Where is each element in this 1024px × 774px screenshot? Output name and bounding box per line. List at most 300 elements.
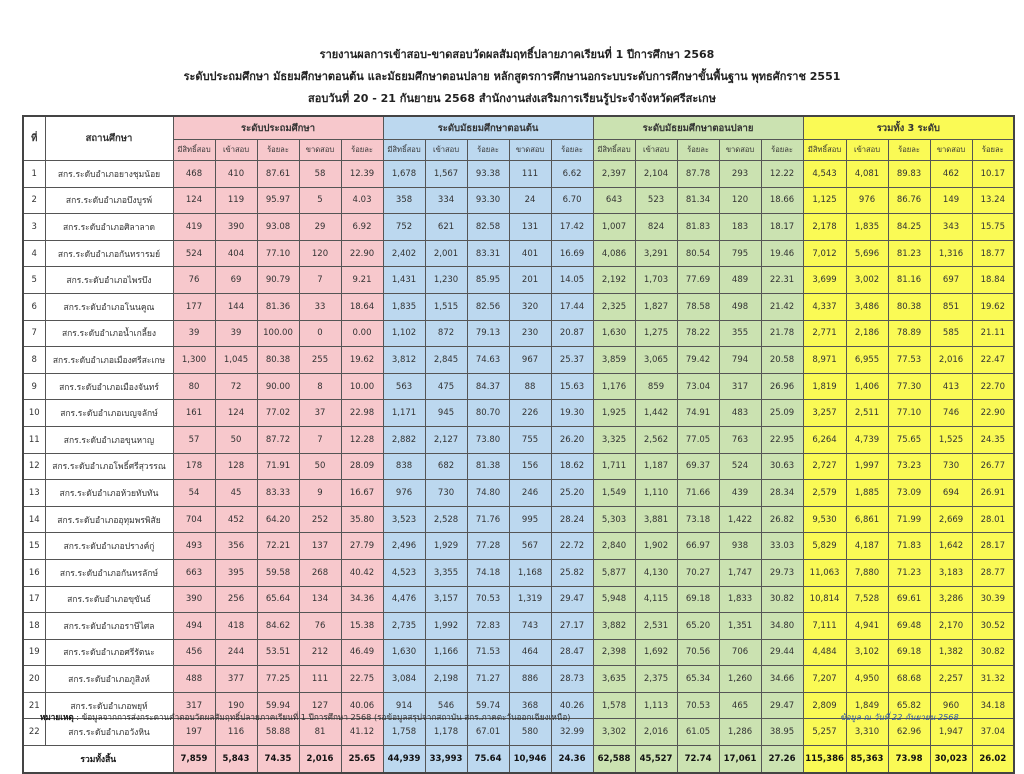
cell-total-attended-percent: 75.65 <box>888 426 930 453</box>
cell-total-attended-percent: 69.18 <box>888 639 930 666</box>
cell-lower-secondary-absent-percent: 25.37 <box>551 347 593 374</box>
total-total-eligible: 115,386 <box>803 746 846 774</box>
total-primary-absent-percent: 25.65 <box>341 746 383 774</box>
row-number: 18 <box>23 613 45 640</box>
cell-primary-attended: 144 <box>215 293 257 320</box>
cell-lower-secondary-attended-percent: 81.38 <box>467 453 509 480</box>
cell-upper-secondary-absent-percent: 18.66 <box>761 187 803 214</box>
cell-lower-secondary-attended: 475 <box>425 373 467 400</box>
cell-primary-attended: 1,045 <box>215 347 257 374</box>
cell-total-attended-percent: 86.76 <box>888 187 930 214</box>
cell-total-eligible: 2,178 <box>803 214 846 241</box>
cell-upper-secondary-absent-percent: 33.03 <box>761 533 803 560</box>
footnote-text: : ข้อมูลจากการส่งกระดานคำตอบวัดผลสัมฤทธิ์ปลายภาคเรียนที่ 1 ปีการศึกษา 2568 (รอข้อมูลสรุปจากสถาบัน สกร.ภาคตะวันออกเฉียงเหนือ) <box>73 712 571 722</box>
cell-upper-secondary-attended: 859 <box>635 373 677 400</box>
cell-upper-secondary-absent-percent: 29.73 <box>761 559 803 586</box>
cell-primary-attended-percent: 59.94 <box>257 692 299 719</box>
cell-upper-secondary-eligible: 3,325 <box>593 426 635 453</box>
cell-lower-secondary-attended: 945 <box>425 400 467 427</box>
cell-primary-attended-percent: 77.25 <box>257 666 299 693</box>
cell-upper-secondary-attended-percent: 61.05 <box>677 719 719 746</box>
cell-primary-absent: 33 <box>299 293 341 320</box>
cell-upper-secondary-attended-percent: 74.91 <box>677 400 719 427</box>
cell-lower-secondary-attended-percent: 73.80 <box>467 426 509 453</box>
cell-lower-secondary-attended: 2,198 <box>425 666 467 693</box>
table-row <box>23 480 1014 507</box>
cell-primary-eligible: 419 <box>173 214 215 241</box>
cell-upper-secondary-absent: 1,747 <box>719 559 761 586</box>
cell-upper-secondary-eligible: 1,176 <box>593 373 635 400</box>
cell-primary-attended-percent: 77.10 <box>257 240 299 267</box>
cell-lower-secondary-attended: 2,528 <box>425 506 467 533</box>
school-name: สกร.ระดับอำเภออุทุมพรพิสัย <box>45 506 173 533</box>
cell-total-absent-percent: 28.01 <box>972 506 1014 533</box>
total-upper-secondary-absent: 17,061 <box>719 746 761 774</box>
cell-lower-secondary-attended-percent: 93.38 <box>467 161 509 188</box>
cell-primary-attended: 72 <box>215 373 257 400</box>
cell-total-absent: 343 <box>930 214 972 241</box>
cell-upper-secondary-absent-percent: 22.31 <box>761 267 803 294</box>
cell-total-absent-percent: 24.35 <box>972 426 1014 453</box>
cell-primary-absent-percent: 16.67 <box>341 480 383 507</box>
cell-total-absent-percent: 22.47 <box>972 347 1014 374</box>
group-header-primary: ระดับประถมศึกษา <box>173 116 383 140</box>
cell-total-absent-percent: 22.90 <box>972 400 1014 427</box>
cell-upper-secondary-absent: 795 <box>719 240 761 267</box>
cell-lower-secondary-attended: 872 <box>425 320 467 347</box>
cell-upper-secondary-absent-percent: 34.80 <box>761 613 803 640</box>
table-row <box>23 426 1014 453</box>
cell-total-attended-percent: 69.48 <box>888 613 930 640</box>
cell-primary-attended: 356 <box>215 533 257 560</box>
total-row <box>23 746 1014 774</box>
cell-upper-secondary-absent-percent: 22.95 <box>761 426 803 453</box>
cell-total-attended-percent: 73.09 <box>888 480 930 507</box>
cell-primary-absent: 76 <box>299 613 341 640</box>
cell-primary-eligible: 80 <box>173 373 215 400</box>
cell-lower-secondary-absent: 368 <box>509 692 551 719</box>
cell-lower-secondary-absent: 24 <box>509 187 551 214</box>
table-row <box>23 586 1014 613</box>
cell-total-eligible: 5,257 <box>803 719 846 746</box>
cell-upper-secondary-absent-percent: 34.66 <box>761 666 803 693</box>
cell-total-absent-percent: 13.24 <box>972 187 1014 214</box>
row-number: 2 <box>23 187 45 214</box>
cell-primary-attended-percent: 80.38 <box>257 347 299 374</box>
table-body <box>23 161 1014 774</box>
subheader-lower-secondary-attended: เข้าสอบ <box>425 140 467 161</box>
cell-primary-attended-percent: 87.61 <box>257 161 299 188</box>
row-number: 22 <box>23 719 45 746</box>
cell-lower-secondary-absent: 401 <box>509 240 551 267</box>
cell-upper-secondary-attended: 1,703 <box>635 267 677 294</box>
cell-primary-attended: 390 <box>215 214 257 241</box>
cell-lower-secondary-eligible: 1,758 <box>383 719 425 746</box>
cell-total-absent: 2,016 <box>930 347 972 374</box>
cell-upper-secondary-attended-percent: 65.34 <box>677 666 719 693</box>
subheader-primary-eligible: มีสิทธิ์สอบ <box>173 140 215 161</box>
cell-lower-secondary-attended-percent: 84.37 <box>467 373 509 400</box>
cell-lower-secondary-eligible: 563 <box>383 373 425 400</box>
cell-total-absent: 2,257 <box>930 666 972 693</box>
cell-total-attended: 976 <box>846 187 888 214</box>
cell-lower-secondary-absent-percent: 17.42 <box>551 214 593 241</box>
cell-total-attended-percent: 84.25 <box>888 214 930 241</box>
cell-lower-secondary-attended: 1,230 <box>425 267 467 294</box>
cell-lower-secondary-absent-percent: 32.99 <box>551 719 593 746</box>
cell-primary-absent-percent: 35.80 <box>341 506 383 533</box>
cell-primary-absent-percent: 12.28 <box>341 426 383 453</box>
cell-primary-attended-percent: 53.51 <box>257 639 299 666</box>
cell-primary-absent: 127 <box>299 692 341 719</box>
cell-primary-eligible: 76 <box>173 267 215 294</box>
cell-total-absent: 697 <box>930 267 972 294</box>
school-name: สกร.ระดับอำเภอพยุห์ <box>45 692 173 719</box>
subheader-upper-secondary-attended: เข้าสอบ <box>635 140 677 161</box>
col-header-no: ที่ <box>23 116 45 161</box>
cell-lower-secondary-eligible: 3,523 <box>383 506 425 533</box>
school-name: สกร.ระดับอำเภอเมืองจันทร์ <box>45 373 173 400</box>
cell-primary-absent: 7 <box>299 267 341 294</box>
cell-upper-secondary-eligible: 643 <box>593 187 635 214</box>
cell-total-absent: 3,286 <box>930 586 972 613</box>
cell-total-absent: 585 <box>930 320 972 347</box>
cell-primary-eligible: 488 <box>173 666 215 693</box>
header-row-groups <box>23 116 1014 140</box>
cell-total-attended-percent: 65.82 <box>888 692 930 719</box>
cell-total-attended: 3,486 <box>846 293 888 320</box>
cell-upper-secondary-attended: 1,827 <box>635 293 677 320</box>
subheader-total-attended-percent: ร้อยละ <box>888 140 930 161</box>
cell-lower-secondary-eligible: 4,523 <box>383 559 425 586</box>
cell-upper-secondary-attended: 1,442 <box>635 400 677 427</box>
cell-total-attended-percent: 89.83 <box>888 161 930 188</box>
cell-upper-secondary-eligible: 3,302 <box>593 719 635 746</box>
cell-upper-secondary-eligible: 2,397 <box>593 161 635 188</box>
row-number: 13 <box>23 480 45 507</box>
cell-total-attended: 1,997 <box>846 453 888 480</box>
cell-lower-secondary-absent-percent: 26.20 <box>551 426 593 453</box>
cell-upper-secondary-attended: 1,692 <box>635 639 677 666</box>
cell-lower-secondary-absent-percent: 25.20 <box>551 480 593 507</box>
school-name: สกร.ระดับอำเภอโพธิ์ศรีสุวรรณ <box>45 453 173 480</box>
cell-primary-attended-percent: 84.62 <box>257 613 299 640</box>
cell-primary-absent-percent: 9.21 <box>341 267 383 294</box>
cell-upper-secondary-attended-percent: 73.04 <box>677 373 719 400</box>
school-name: สกร.ระดับอำเภอกันทรลักษ์ <box>45 559 173 586</box>
cell-total-absent-percent: 21.11 <box>972 320 1014 347</box>
cell-upper-secondary-attended-percent: 81.34 <box>677 187 719 214</box>
group-header-upper-secondary: ระดับมัธยมศึกษาตอนปลาย <box>593 116 803 140</box>
table-row <box>23 559 1014 586</box>
cell-lower-secondary-attended-percent: 79.13 <box>467 320 509 347</box>
cell-total-absent: 3,183 <box>930 559 972 586</box>
cell-upper-secondary-attended: 1,110 <box>635 480 677 507</box>
cell-lower-secondary-attended: 1,166 <box>425 639 467 666</box>
total-label: รวมทั้งสิ้น <box>23 746 173 774</box>
cell-lower-secondary-absent: 320 <box>509 293 551 320</box>
cell-lower-secondary-attended-percent: 80.70 <box>467 400 509 427</box>
subheader-primary-attended-percent: ร้อยละ <box>257 140 299 161</box>
cell-upper-secondary-absent: 489 <box>719 267 761 294</box>
cell-lower-secondary-attended: 1,178 <box>425 719 467 746</box>
total-lower-secondary-eligible: 44,939 <box>383 746 425 774</box>
cell-lower-secondary-absent: 755 <box>509 426 551 453</box>
total-upper-secondary-eligible: 62,588 <box>593 746 635 774</box>
cell-upper-secondary-attended: 1,275 <box>635 320 677 347</box>
cell-primary-attended-percent: 58.88 <box>257 719 299 746</box>
row-number: 3 <box>23 214 45 241</box>
cell-total-absent-percent: 28.77 <box>972 559 1014 586</box>
row-number: 12 <box>23 453 45 480</box>
cell-lower-secondary-absent-percent: 15.63 <box>551 373 593 400</box>
cell-primary-eligible: 663 <box>173 559 215 586</box>
cell-total-eligible: 8,971 <box>803 347 846 374</box>
subheader-primary-absent: ขาดสอบ <box>299 140 341 161</box>
cell-total-absent: 1,316 <box>930 240 972 267</box>
cell-upper-secondary-attended-percent: 70.27 <box>677 559 719 586</box>
subheader-total-eligible: มีสิทธิ์สอบ <box>803 140 846 161</box>
row-number: 1 <box>23 161 45 188</box>
cell-primary-absent: 268 <box>299 559 341 586</box>
cell-primary-attended-percent: 64.20 <box>257 506 299 533</box>
cell-upper-secondary-absent-percent: 21.42 <box>761 293 803 320</box>
cell-upper-secondary-absent: 317 <box>719 373 761 400</box>
cell-upper-secondary-attended: 3,065 <box>635 347 677 374</box>
row-number: 20 <box>23 666 45 693</box>
cell-upper-secondary-absent-percent: 19.46 <box>761 240 803 267</box>
row-number: 5 <box>23 267 45 294</box>
report-title: รายงานผลการเข้าสอบ-ขาดสอบวัดผลสัมฤทธิ์ปลายภาคเรียนที่ 1 ปีการศึกษา 2568 <box>319 48 715 61</box>
cell-total-eligible: 4,484 <box>803 639 846 666</box>
cell-lower-secondary-absent-percent: 20.87 <box>551 320 593 347</box>
cell-total-absent-percent: 18.77 <box>972 240 1014 267</box>
cell-upper-secondary-eligible: 2,192 <box>593 267 635 294</box>
cell-lower-secondary-absent-percent: 29.47 <box>551 586 593 613</box>
cell-total-attended-percent: 81.16 <box>888 267 930 294</box>
cell-lower-secondary-absent: 226 <box>509 400 551 427</box>
cell-total-attended-percent: 71.99 <box>888 506 930 533</box>
cell-primary-absent: 5 <box>299 187 341 214</box>
cell-lower-secondary-eligible: 2,496 <box>383 533 425 560</box>
table-row <box>23 613 1014 640</box>
cell-lower-secondary-attended-percent: 85.95 <box>467 267 509 294</box>
cell-total-absent: 960 <box>930 692 972 719</box>
cell-total-attended-percent: 73.23 <box>888 453 930 480</box>
cell-lower-secondary-absent-percent: 19.30 <box>551 400 593 427</box>
cell-primary-eligible: 178 <box>173 453 215 480</box>
table-row <box>23 187 1014 214</box>
cell-primary-attended-percent: 100.00 <box>257 320 299 347</box>
cell-lower-secondary-absent: 995 <box>509 506 551 533</box>
cell-primary-eligible: 468 <box>173 161 215 188</box>
row-number: 9 <box>23 373 45 400</box>
cell-primary-attended: 124 <box>215 400 257 427</box>
cell-lower-secondary-absent: 201 <box>509 267 551 294</box>
cell-lower-secondary-eligible: 2,402 <box>383 240 425 267</box>
cell-total-attended-percent: 71.23 <box>888 559 930 586</box>
cell-primary-absent: 81 <box>299 719 341 746</box>
cell-total-attended: 3,310 <box>846 719 888 746</box>
cell-lower-secondary-attended: 334 <box>425 187 467 214</box>
cell-total-absent-percent: 34.18 <box>972 692 1014 719</box>
cell-lower-secondary-attended: 1,567 <box>425 161 467 188</box>
footnote-label: หมายเหตุ <box>40 712 74 722</box>
cell-total-attended-percent: 68.68 <box>888 666 930 693</box>
cell-upper-secondary-attended-percent: 71.66 <box>677 480 719 507</box>
row-number: 7 <box>23 320 45 347</box>
cell-primary-attended-percent: 95.97 <box>257 187 299 214</box>
cell-primary-absent: 252 <box>299 506 341 533</box>
subheader-total-absent: ขาดสอบ <box>930 140 972 161</box>
cell-primary-absent-percent: 4.03 <box>341 187 383 214</box>
cell-upper-secondary-eligible: 1,925 <box>593 400 635 427</box>
cell-primary-absent-percent: 15.38 <box>341 613 383 640</box>
cell-primary-attended: 69 <box>215 267 257 294</box>
cell-total-attended-percent: 71.83 <box>888 533 930 560</box>
cell-upper-secondary-absent: 439 <box>719 480 761 507</box>
cell-primary-absent-percent: 22.98 <box>341 400 383 427</box>
cell-primary-attended: 128 <box>215 453 257 480</box>
cell-lower-secondary-attended-percent: 67.01 <box>467 719 509 746</box>
cell-upper-secondary-absent-percent: 26.82 <box>761 506 803 533</box>
cell-total-eligible: 5,829 <box>803 533 846 560</box>
cell-primary-absent: 29 <box>299 214 341 241</box>
cell-primary-absent: 111 <box>299 666 341 693</box>
cell-lower-secondary-attended: 546 <box>425 692 467 719</box>
cell-lower-secondary-attended-percent: 74.18 <box>467 559 509 586</box>
cell-lower-secondary-attended-percent: 83.31 <box>467 240 509 267</box>
cell-primary-absent-percent: 18.64 <box>341 293 383 320</box>
school-name: สกร.ระดับอำเภอบึงบูรพ์ <box>45 187 173 214</box>
cell-total-absent: 746 <box>930 400 972 427</box>
table-row <box>23 293 1014 320</box>
cell-total-attended: 3,002 <box>846 267 888 294</box>
subheader-total-absent-percent: ร้อยละ <box>972 140 1014 161</box>
cell-primary-eligible: 390 <box>173 586 215 613</box>
cell-total-attended-percent: 77.53 <box>888 347 930 374</box>
row-number: 19 <box>23 639 45 666</box>
col-header-school: สถานศึกษา <box>45 116 173 161</box>
cell-total-absent: 851 <box>930 293 972 320</box>
cell-primary-eligible: 197 <box>173 719 215 746</box>
cell-primary-eligible: 494 <box>173 613 215 640</box>
cell-upper-secondary-attended-percent: 77.05 <box>677 426 719 453</box>
school-name: สกร.ระดับอำเภอเมืองศรีสะเกษ <box>45 347 173 374</box>
total-total-absent-percent: 26.02 <box>972 746 1014 774</box>
cell-lower-secondary-absent-percent: 6.62 <box>551 161 593 188</box>
cell-lower-secondary-eligible: 1,102 <box>383 320 425 347</box>
cell-upper-secondary-attended: 4,115 <box>635 586 677 613</box>
cell-total-eligible: 2,771 <box>803 320 846 347</box>
group-header-lower-secondary: ระดับมัธยมศึกษาตอนต้น <box>383 116 593 140</box>
cell-upper-secondary-eligible: 2,840 <box>593 533 635 560</box>
cell-upper-secondary-attended-percent: 69.37 <box>677 453 719 480</box>
cell-total-eligible: 2,727 <box>803 453 846 480</box>
total-upper-secondary-attended-percent: 72.74 <box>677 746 719 774</box>
table-row <box>23 400 1014 427</box>
school-name: สกร.ระดับอำเภอวังหิน <box>45 719 173 746</box>
cell-lower-secondary-absent: 230 <box>509 320 551 347</box>
row-number: 17 <box>23 586 45 613</box>
cell-upper-secondary-attended-percent: 81.83 <box>677 214 719 241</box>
cell-upper-secondary-absent: 524 <box>719 453 761 480</box>
school-name: สกร.ระดับอำเภอภูสิงห์ <box>45 666 173 693</box>
cell-lower-secondary-attended: 2,845 <box>425 347 467 374</box>
cell-total-eligible: 9,530 <box>803 506 846 533</box>
cell-upper-secondary-attended: 3,881 <box>635 506 677 533</box>
school-name: สกร.ระดับอำเภอศรีรัตนะ <box>45 639 173 666</box>
cell-upper-secondary-attended-percent: 78.58 <box>677 293 719 320</box>
cell-primary-attended-percent: 59.58 <box>257 559 299 586</box>
cell-lower-secondary-absent-percent: 40.26 <box>551 692 593 719</box>
cell-primary-eligible: 704 <box>173 506 215 533</box>
cell-total-eligible: 3,699 <box>803 267 846 294</box>
cell-upper-secondary-attended: 4,130 <box>635 559 677 586</box>
cell-total-absent-percent: 19.62 <box>972 293 1014 320</box>
cell-primary-absent: 134 <box>299 586 341 613</box>
cell-upper-secondary-attended: 824 <box>635 214 677 241</box>
cell-lower-secondary-absent: 886 <box>509 666 551 693</box>
cell-lower-secondary-absent: 246 <box>509 480 551 507</box>
cell-total-attended: 4,081 <box>846 161 888 188</box>
report-titles <box>0 44 1024 110</box>
cell-lower-secondary-attended-percent: 74.63 <box>467 347 509 374</box>
cell-primary-attended: 119 <box>215 187 257 214</box>
cell-upper-secondary-eligible: 1,630 <box>593 320 635 347</box>
cell-primary-absent-percent: 22.75 <box>341 666 383 693</box>
cell-lower-secondary-absent-percent: 28.24 <box>551 506 593 533</box>
cell-total-attended: 7,880 <box>846 559 888 586</box>
cell-primary-attended: 256 <box>215 586 257 613</box>
table-row <box>23 214 1014 241</box>
cell-lower-secondary-attended-percent: 74.80 <box>467 480 509 507</box>
cell-upper-secondary-attended-percent: 66.97 <box>677 533 719 560</box>
cell-upper-secondary-absent: 465 <box>719 692 761 719</box>
report-subtitle: ระดับประถมศึกษา มัธยมศึกษาตอนต้น และมัธยมศึกษาตอนปลาย หลักสูตรการศึกษานอกระบบระดับการศึกษาขั้นพื้นฐาน พุทธศักราช 2551 <box>183 70 841 83</box>
cell-lower-secondary-absent-percent: 14.05 <box>551 267 593 294</box>
school-name: สกร.ระดับอำเภอกันทรารมย์ <box>45 240 173 267</box>
cell-total-eligible: 7,207 <box>803 666 846 693</box>
cell-upper-secondary-absent: 763 <box>719 426 761 453</box>
cell-total-attended: 4,187 <box>846 533 888 560</box>
cell-total-attended-percent: 78.89 <box>888 320 930 347</box>
cell-lower-secondary-attended-percent: 71.76 <box>467 506 509 533</box>
cell-total-attended: 6,955 <box>846 347 888 374</box>
group-header-total: รวมทั้ง 3 ระดับ <box>803 116 1014 140</box>
cell-upper-secondary-attended-percent: 77.69 <box>677 267 719 294</box>
cell-total-eligible: 7,111 <box>803 613 846 640</box>
school-name: สกร.ระดับอำเภอโนนคูณ <box>45 293 173 320</box>
cell-primary-attended-percent: 72.21 <box>257 533 299 560</box>
cell-total-absent-percent: 26.91 <box>972 480 1014 507</box>
cell-primary-attended-percent: 93.08 <box>257 214 299 241</box>
cell-total-absent: 1,525 <box>930 426 972 453</box>
cell-total-attended: 4,941 <box>846 613 888 640</box>
cell-primary-attended: 452 <box>215 506 257 533</box>
cell-lower-secondary-absent-percent: 6.70 <box>551 187 593 214</box>
cell-lower-secondary-eligible: 976 <box>383 480 425 507</box>
table-row <box>23 161 1014 188</box>
school-name: สกร.ระดับอำเภอห้วยทับทัน <box>45 480 173 507</box>
cell-upper-secondary-absent: 120 <box>719 187 761 214</box>
cell-lower-secondary-attended-percent: 82.56 <box>467 293 509 320</box>
cell-primary-absent-percent: 12.39 <box>341 161 383 188</box>
total-upper-secondary-absent-percent: 27.26 <box>761 746 803 774</box>
total-total-attended: 85,363 <box>846 746 888 774</box>
cell-upper-secondary-attended: 523 <box>635 187 677 214</box>
cell-lower-secondary-eligible: 358 <box>383 187 425 214</box>
